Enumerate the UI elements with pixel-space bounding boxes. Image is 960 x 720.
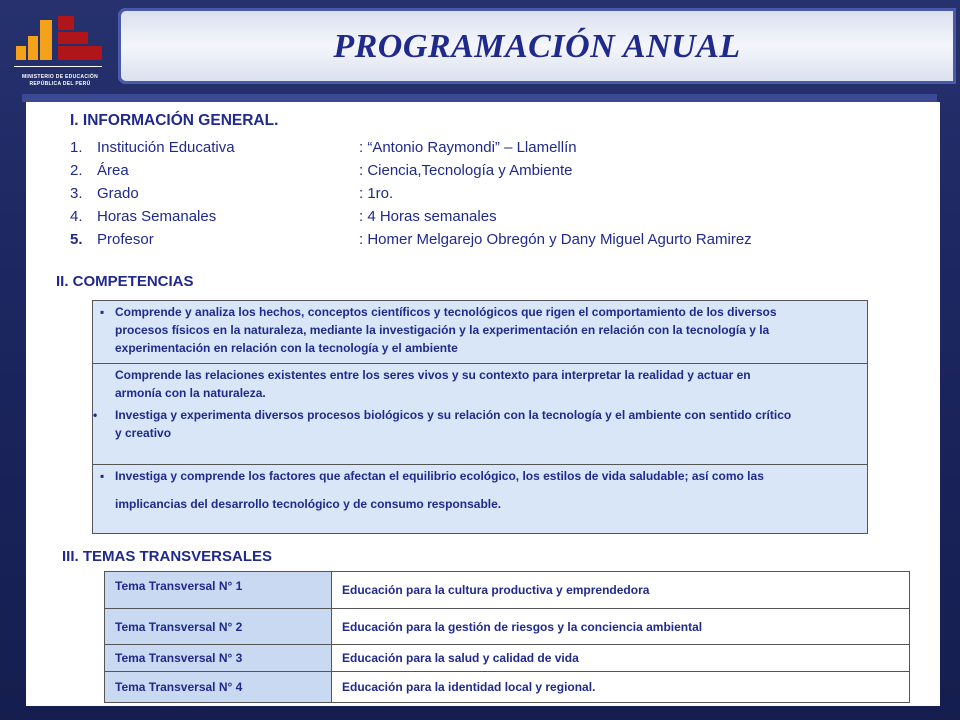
logo-text-line2: REPÚBLICA DEL PERÚ [29,81,91,87]
info-row [70,205,830,228]
competencia-line: procesos físicos en la naturaleza, mediante la investigación y la experimentación en relación con la tecnología y la [115,323,770,337]
table-row [93,465,868,534]
competencia-line: Investiga y comprende los factores que afectan el equilibrio ecológico, los estilos de vida saludable; así como las [115,469,764,483]
info-num: 1. [70,139,83,156]
title-banner [118,8,956,84]
page-title: PROGRAMACIÓN ANUAL [333,28,741,65]
tema-value: Educación para la gestión de riesgos y la conciencia ambiental [332,609,910,645]
info-row [70,182,830,205]
competencia-line: implicancias del desarrollo tecnológico y de consumo responsable. [115,497,502,511]
tema-label: Tema Transversal N° 4 [105,672,332,703]
info-label: Institución Educativa [97,139,235,156]
info-num: 4. [70,208,83,225]
competencia-line: Comprende las relaciones existentes entre los seres vivos y su contexto para interpretar la realidad y actuar en [115,368,751,382]
tema-value: Educación para la cultura productiva y emprendedora [332,572,910,609]
info-label: Horas Semanales [97,208,217,225]
info-value: : 1ro. [359,185,394,202]
temas-transversales-table [104,571,910,703]
competencia-text: Investiga y experimenta diversos procesos biológicos y su relación con la tecnología y el ambiente con sentido crítico [115,408,792,422]
header-divider [22,94,937,102]
section-competencias-heading: II. COMPETENCIAS [56,273,194,290]
logo-text-line1: MINISTERIO DE EDUCACIÓN [21,74,99,80]
info-label: Grado [97,185,139,202]
competencia-line: experimentación en relación con la tecnología y el ambiente [115,341,458,355]
table-row [93,301,868,364]
info-num: 5. [70,231,83,248]
tema-label: Tema Transversal N° 3 [105,645,332,672]
info-value: : Homer Melgarejo Obregón y Dany Miguel Agurto Ramirez [359,231,752,248]
ministry-logo [10,12,105,97]
section-general-heading: I. INFORMACIÓN GENERAL. [70,112,279,129]
ministry-logo-icon [14,14,102,72]
info-row [70,136,830,159]
info-label: Profesor [97,231,154,248]
competencia-line: armonía con la naturaleza. [115,386,266,400]
tema-value: Educación para la identidad local y regional. [332,672,910,703]
table-row [105,572,910,609]
competencia-cell [93,465,868,534]
dot-bullet-icon: • [93,408,98,422]
table-row [105,672,910,703]
table-row [105,645,910,672]
section-temas-heading: III. TEMAS TRANSVERSALES [62,548,273,565]
info-label: Área [97,162,129,179]
competencia-line: y creativo [115,426,172,440]
table-row [93,364,868,465]
info-num: 2. [70,162,83,179]
info-row [70,228,830,251]
competencia-line [93,406,859,424]
tema-value: Educación para la salud y calidad de vida [332,645,910,672]
info-value: : Ciencia,Tecnología y Ambiente [359,162,573,179]
square-bullet-icon: ▪ [100,305,105,319]
competencias-table [92,300,868,534]
info-value: : “Antonio Raymondi” – Llamellín [359,139,577,156]
competencia-line: Comprende y analiza los hechos, conceptos científicos y tecnológicos que rigen el comportamiento de los diversos [115,305,777,319]
general-info-list [70,136,830,251]
square-bullet-icon: ▪ [100,469,105,483]
tema-label: Tema Transversal N° 2 [105,609,332,645]
competencia-cell [93,364,868,465]
table-row [105,609,910,645]
info-value: : 4 Horas semanales [359,208,497,225]
competencia-cell [93,301,868,364]
info-num: 3. [70,185,83,202]
info-row [70,159,830,182]
tema-label: Tema Transversal N° 1 [105,572,332,609]
